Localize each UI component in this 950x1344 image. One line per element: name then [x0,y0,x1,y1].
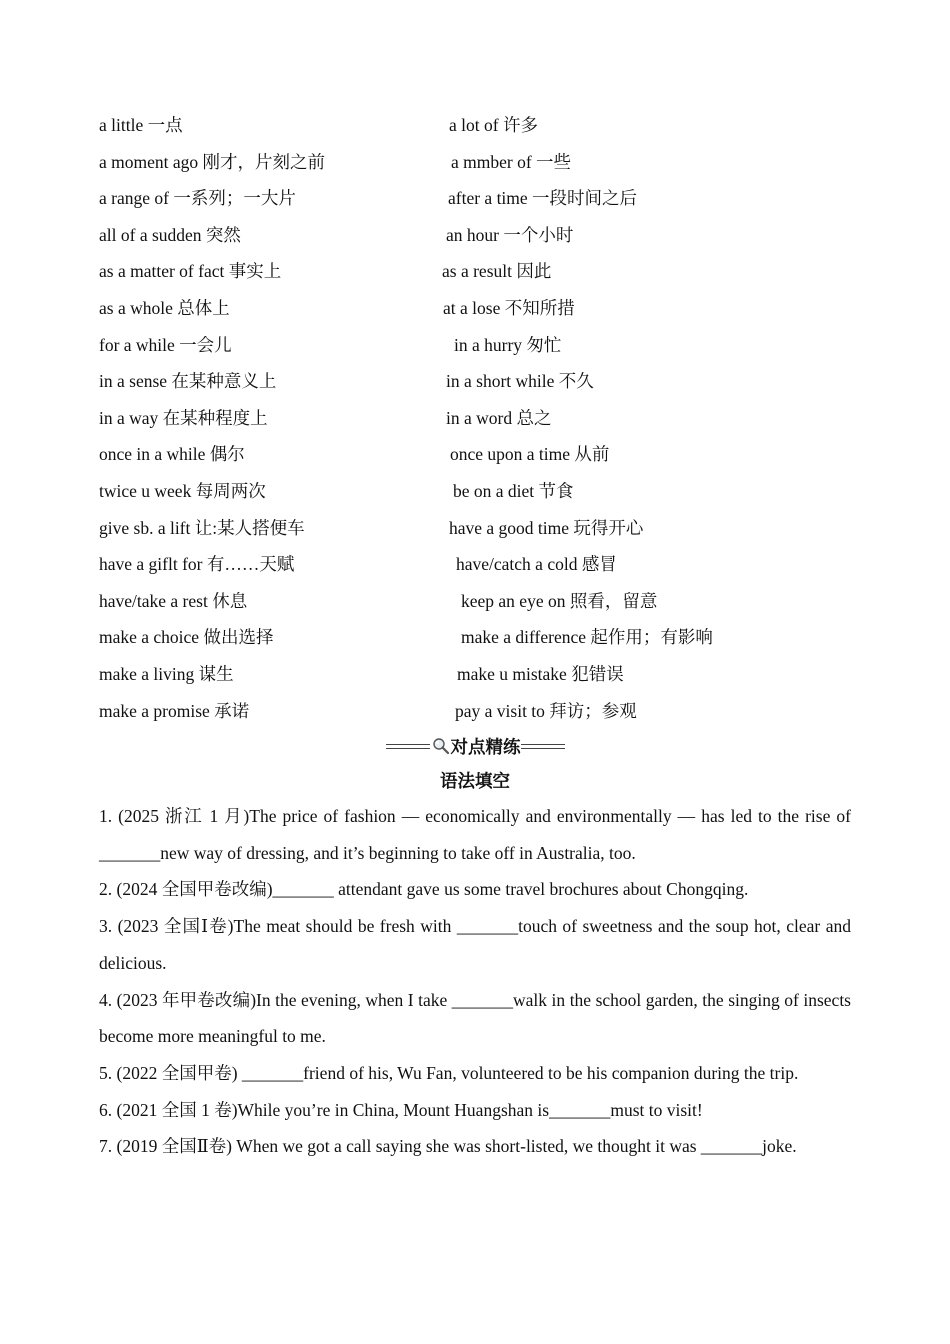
phrase-right: once upon a time 从前 [450,444,610,465]
phrase-row [99,583,859,620]
phrase-row [99,144,859,181]
phrase-right: in a hurry 匆忙 [454,334,562,355]
phrase-right: a mmber of 一些 [451,151,572,172]
exercise-item: 6. (2021 全国 1 卷)While you’re in China, Mount Huangshan is_______must to visit! [99,1099,703,1120]
phrase-right: after a time 一段时间之后 [448,188,638,209]
exercise-item: 5. (2022 全国甲卷) _______friend of his, Wu Fan, volunteered to be his companion during the trip. [99,1062,799,1083]
double-rule-right [521,744,565,749]
phrase-left: make a promise 承诺 [99,700,250,721]
phrase-left: in a way 在某种程度上 [99,407,268,428]
exercise-item: 4. (2023 年甲卷改编)In the evening, when I take _______walk in the school garden, the singing of insects become more meaningful to me. [99,989,851,1047]
phrase-left: in a sense 在某种意义上 [99,371,277,392]
phrase-row [99,436,859,473]
phrase-left: a moment ago 刚才，片刻之前 [99,151,326,172]
phrase-row [99,363,859,400]
phrase-list [99,107,859,729]
phrase-left: have a giflt for 有……天赋 [99,554,295,575]
phrase-row [99,180,859,217]
phrase-right: an hour 一个小时 [446,224,574,245]
phrase-right: keep an eye on 照看，留意 [461,590,658,611]
phrase-right: a lot of 许多 [449,115,538,135]
phrase-right: be on a diet 节食 [453,480,574,501]
phrase-right: make a difference 起作用；有影响 [461,627,713,648]
phrase-row [99,327,859,364]
phrase-row [99,253,859,290]
section-heading [0,732,950,760]
magnifier-icon [432,737,450,755]
phrase-left: twice u week 每周两次 [99,480,266,501]
phrase-left: make a living 谋生 [99,663,234,684]
phrase-left: have/take a rest 休息 [99,590,248,611]
phrase-left: a little 一点 [99,115,183,135]
double-rule-left [386,744,430,749]
phrase-row [99,619,859,656]
exercise-item: 7. (2019 全国Ⅱ卷) When we got a call saying she was short-listed, we thought it was _______joke. [99,1136,797,1157]
phrase-row [99,693,859,730]
phrase-left: for a while 一会儿 [99,334,232,355]
section-title: 对点精练 [450,736,521,757]
phrase-row [99,473,859,510]
phrase-right: have/catch a cold 感冒 [456,554,617,575]
phrase-left: all of a sudden 突然 [99,224,241,245]
section-subtitle: 语法填空 [440,771,510,791]
exercise-item: 2. (2024 全国甲卷改编)_______ attendant gave us some travel brochures about Chongqing. [99,879,749,900]
phrase-row [99,217,859,254]
phrase-left: give sb. a lift 让:某人搭便车 [99,517,305,538]
phrase-right: at a lose 不知所措 [443,297,575,318]
phrase-left: as a whole 总体上 [99,297,230,318]
phrase-row [99,546,859,583]
phrase-right: pay a visit to 拜访；参观 [455,700,637,721]
phrase-right: in a short while 不久 [446,371,594,392]
exercise-item: 3. (2023 全国Ⅰ卷)The meat should be fresh with _______touch of sweetness and the soup hot, clear and delicious. [99,916,851,973]
phrase-left: a range of 一系列；一大片 [99,188,296,209]
phrase-left: make a choice 做出选择 [99,627,274,648]
phrase-left: once in a while 偶尔 [99,444,245,465]
exercise-item: 1. (2025 浙江 1 月)The price of fashion — economically and environmentally — has led to the rise of _______new way of dressing, and it’s beginning to take off in Australia, too. [99,806,851,863]
phrase-row [99,107,859,144]
phrase-right: have a good time 玩得开心 [449,517,644,538]
phrase-right: as a result 因此 [442,261,552,282]
phrase-right: make u mistake 犯错误 [457,663,624,684]
phrase-left: as a matter of fact 事实上 [99,261,282,282]
phrase-row [99,510,859,547]
exercise-list [99,798,851,1165]
phrase-row [99,290,859,327]
phrase-row [99,400,859,437]
phrase-row [99,656,859,693]
phrase-right: in a word 总之 [446,407,552,428]
